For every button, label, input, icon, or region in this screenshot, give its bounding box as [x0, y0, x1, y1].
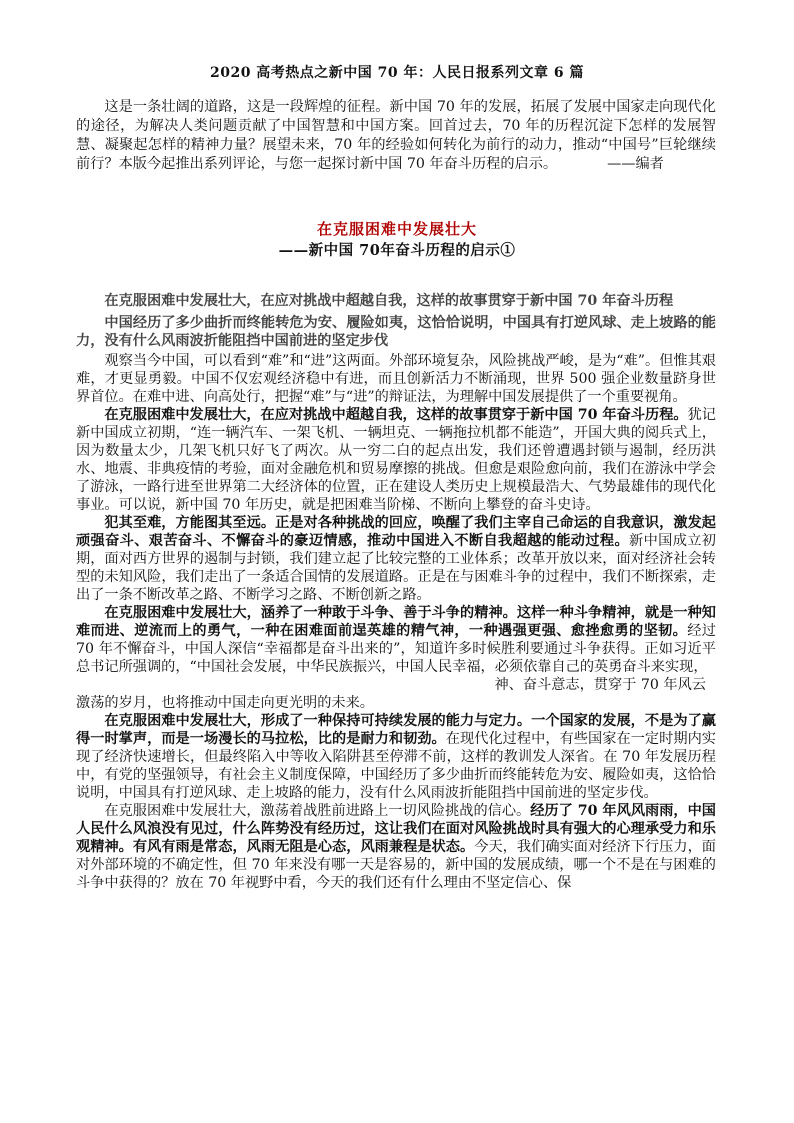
paragraph-6-start: 在克服困难中发展壮大，激荡着战胜前进路上一切风险挑战的信心。: [104, 803, 531, 819]
paragraph-6: [76, 802, 716, 892]
paragraph-6-lead: 经历了 70 年风风雨雨，中国人民什么风浪没有见过，什么阵势没有经历过，这让我们在面对风险挑战时具有强大的心理承受力和乐观精神。有风有雨是常态，风雨无阻是心态，风雨兼程是状态。: [76, 803, 716, 855]
document-title: 2020 高考热点之新中国 70 年：人民日报系列文章 6 篇: [209, 65, 585, 81]
paragraph-3-text: 新中国成立初期，面对西方世界的遏制与封锁，我们建立起了比较完整的工业体系；改革开放以来，面对经济社会转型的未知风险，我们走出了一条适合国情的发展道路。正是在与困难斗争的过程中，我们不断探索，走出了一条不断改革之路、不断学习之路、不断创新之路。: [76, 533, 716, 603]
intro-signature: ——编者: [607, 156, 664, 172]
paragraph-4-lead: 在克服困难中发展壮大，涵养了一种敢于斗争、善于斗争的精神。这样一种斗争精神，就是一种知难而进、逆流而上的勇气，一种在困难面前逞英雄的精气神，一种遇强更强、愈挫愈勇的坚韧。: [76, 605, 716, 639]
paragraph-5-lead: 在克服困难中发展壮大，形成了一种保持可持续发展的能力与定力。一个国家的发展，不是为了赢得一时掌声，而是一场漫长的马拉松，比的是耐力和韧劲。: [76, 713, 716, 747]
paragraph-5: [76, 712, 716, 802]
paragraph-4-tail: 激荡的岁月，也将推动中国走向更光明的未来。: [76, 695, 374, 711]
lede-2: 中国经历了多少曲折而终能转危为安、履险如夷，这恰恰说明，中国具有打逆风球、走上坡路的能力，没有什么风雨波折能阻挡中国前进的坚定步伐: [76, 315, 716, 349]
paragraph-1: 观察当今中国，可以看到“难”和“进”这两面。外部环境复杂，风险挑战严峻，是为“难”。但惟其艰难，才更显勇毅。中国不仅宏观经济稳中有进，而且创新活力不断涌现，世界 500 强企业数量跻身世界首位。在难中进、向高处行，把握“难”与“进”的辩证法，为理解中国发展提供了一个重要视角。: [76, 353, 716, 405]
paragraph-4-line-end: 神、奋斗意志，贯穿于 70 年风云: [494, 677, 706, 693]
paragraph-5-text: 在现代化过程中，有些国家在一定时期内实现了经济快速增长，但最终陷入中等收入陷阱甚至停滞不前，这样的教训发人深省。在 70 年发展历程中，有党的坚强领导，有社会主义制度保障，中国经历了多少曲折而终能转危为安、履险如夷，这恰恰说明，中国具有打逆风球、走上坡路的能力，没有什么风雨波折能阻挡中国前进的坚定步伐。: [76, 731, 716, 801]
paragraph-2-lead: 在克服困难中发展壮大，在应对挑战中超越自我，这样的故事贯穿于新中国 70 年奋斗历程。: [104, 407, 688, 423]
paragraph-4: [76, 604, 716, 676]
article-subtitle: ——新中国 70年奋斗历程的启示①: [278, 242, 516, 259]
paragraph-2: [76, 406, 716, 514]
paragraph-3-lead: 犯其至难，方能图其至远。正是对各种挑战的回应，唤醒了我们主宰自己命运的自我意识，激发起顽强奋斗、艰苦奋斗、不懈奋斗的豪迈情感，推动中国进入不断自我超越的能动过程。: [76, 515, 716, 549]
article-title: 在克服困难中发展壮大: [316, 220, 477, 238]
paragraph-4-text: 经过 70 年不懈奋斗，中国人深信“幸福都是奋斗出来的”，知道许多时候胜利要通过斗争获得。正如习近平总书记所强调的，“中国社会发展，中华民族振兴，中国人民幸福，必须依靠自己的英勇奋斗来实现，: [76, 623, 716, 675]
intro-text: 这是一条壮阔的道路，这是一段辉煌的征程。新中国 70 年的发展，拓展了发展中国家走向现代化的途径，为解决人类问题贡献了中国智慧和中国方案。回首过去，70 年的历程沉淀下怎样的发展智慧、凝聚起怎样的精神力量？展望未来，70 年的经验如何转化为前行的动力，推动“中国号”巨轮继续前行？本版今起推出系列评论，与您一起探讨新中国 70 年奋斗历程的启示。: [76, 99, 716, 172]
lede-1: 在克服困难中发展壮大，在应对挑战中超越自我，这样的故事贯穿于新中国 70 年奋斗历程: [104, 293, 674, 309]
paragraph-6-text: 今天，我们确实面对经济下行压力，面对外部环境的不确定性，但 70 年来没有哪一天是容易的，新中国的发展成绩，哪一个不是在与困难的斗争中获得的？放在 70 年视野中看，今天的我们还有什么理由不坚定信心、保: [76, 839, 716, 891]
paragraph-3: [76, 514, 716, 604]
paragraph-2-text: 犹记新中国成立初期，“连一辆汽车、一架飞机、一辆坦克、一辆拖拉机都不能造”，开国大典的阅兵式上，因为数量太少，几架飞机只好飞了两次。从一穷二白的起点出发，我们还曾遭遇封锁与遏制，经历洪水、地震、非典疫情的考验，面对金融危机和贸易摩擦的挑战。但愈是艰险愈向前，我们在游泳中学会了游泳，一路行进至世界第二大经济体的位置，正在建设人类历史上规模最浩大、气势最雄伟的现代化事业。可以说，新中国 70 年历史，就是把困难当阶梯、不断向上攀登的奋斗史诗。: [76, 407, 716, 513]
editor-intro: [76, 98, 716, 174]
article-body: [76, 292, 716, 892]
